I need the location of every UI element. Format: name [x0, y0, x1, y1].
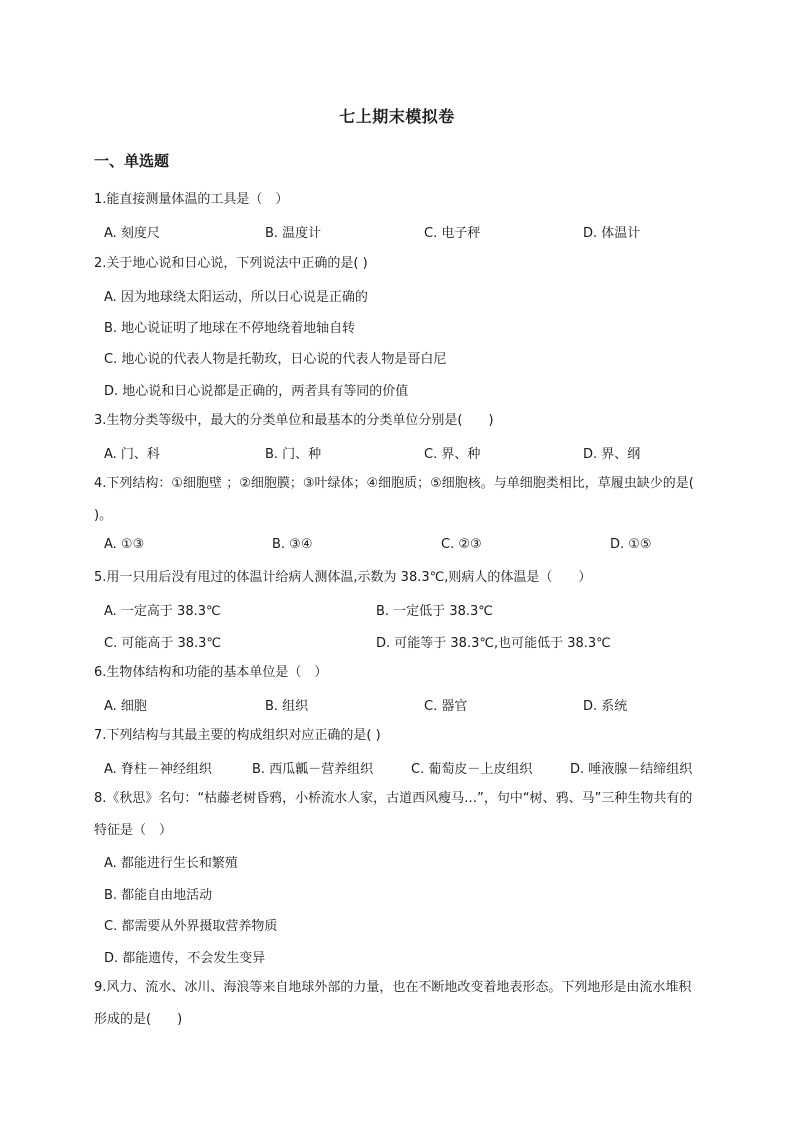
option-a[interactable]: A. 脊柱－神经组织 [104, 762, 212, 777]
option-d[interactable]: D. 可能等于 38.3℃,也可能低于 38.3℃ [376, 636, 611, 651]
option-d[interactable]: D. ①⑤ [610, 537, 652, 552]
option-b[interactable]: B. ③④ [272, 537, 313, 552]
question-7-options [104, 758, 704, 780]
option-b[interactable]: B. 都能自由地活动 [104, 888, 213, 903]
question-9: 9.风力、流水、冰川、海浪等来自地球外部的力量，也在不断地改变着地表形态。下列地形是由流水堆积形成的是( ) [94, 980, 692, 1027]
option-c[interactable]: C. 葡萄皮－上皮组织 [411, 762, 533, 777]
question-8: 8.《秋思》名句：“枯藤老树昏鸦，小桥流水人家，古道西风瘦马…”，句中“树、鸦、马”三种生物共有的特征是（ ） [94, 791, 693, 838]
question-1: 1.能直接测量体温的工具是（ ） [94, 192, 289, 207]
option-a[interactable]: A. 一定高于 38.3℃ [104, 604, 221, 619]
option-a[interactable]: A. 刻度尺 [104, 226, 160, 241]
question-5: 5.用一只用后没有甩过的体温计给病人测体温,示数为 38.3℃,则病人的体温是（ ） [94, 570, 592, 585]
option-a[interactable]: A. 都能进行生长和繁殖 [104, 856, 238, 871]
option-d[interactable]: D. 体温计 [583, 226, 641, 241]
option-c[interactable]: C. 可能高于 38.3℃ [104, 636, 222, 651]
question-4-options [104, 537, 704, 559]
option-b[interactable]: B. 温度计 [265, 226, 322, 241]
option-a[interactable]: A. 因为地球绕太阳运动，所以日心说是正确的 [104, 290, 368, 305]
option-b[interactable]: B. 门、种 [265, 447, 322, 462]
option-a[interactable]: A. ①③ [104, 537, 145, 552]
option-b[interactable]: B. 地心说证明了地球在不停地绕着地轴自转 [104, 321, 356, 336]
option-c[interactable]: C. ②③ [441, 537, 482, 552]
question-3-options [104, 443, 704, 465]
option-c[interactable]: C. 器官 [424, 699, 468, 714]
option-d[interactable]: D. 地心说和日心说都是正确的，两者具有等同的价值 [104, 384, 409, 399]
option-d[interactable]: D. 系统 [583, 699, 628, 714]
option-c[interactable]: C. 都需要从外界摄取营养物质 [104, 919, 278, 934]
question-2: 2.关于地心说和日心说，下列说法中正确的是( ) [94, 256, 368, 271]
option-c[interactable]: C. 界、种 [424, 447, 481, 462]
option-b[interactable]: B. 西瓜瓤－营养组织 [252, 762, 374, 777]
question-6-options [104, 695, 704, 717]
option-b[interactable]: B. 一定低于 38.3℃ [376, 604, 493, 619]
question-7: 7.下列结构与其最主要的构成组织对应正确的是( ) [94, 728, 381, 743]
page-title: 七上期末模拟卷 [339, 107, 455, 126]
question-3: 3.生物分类等级中，最大的分类单位和最基本的分类单位分别是( ) [94, 413, 494, 428]
option-a[interactable]: A. 细胞 [104, 699, 147, 714]
option-c[interactable]: C. 地心说的代表人物是托勒玫，日心说的代表人物是哥白尼 [104, 352, 447, 367]
option-b[interactable]: B. 组织 [265, 699, 309, 714]
question-6: 6.生物体结构和功能的基本单位是（ ） [94, 665, 328, 680]
question-5-options-row-2 [104, 632, 704, 654]
option-c[interactable]: C. 电子秤 [424, 226, 481, 241]
question-5-options-row-1 [104, 600, 704, 622]
option-d[interactable]: D. 唾液腺－结缔组织 [570, 762, 693, 777]
option-d[interactable]: D. 界、纲 [583, 447, 641, 462]
question-4: 4.下列结构：①细胞壁 ；②细胞膜；③叶绿体；④细胞质；⑤细胞核。与单细胞类相比，草履虫缺少的是( )。 [94, 476, 694, 523]
option-a[interactable]: A. 门、科 [104, 447, 160, 462]
section-heading: 一、单选题 [94, 152, 170, 170]
option-d[interactable]: D. 都能遗传，不会发生变异 [104, 951, 266, 966]
question-1-options [104, 222, 704, 244]
